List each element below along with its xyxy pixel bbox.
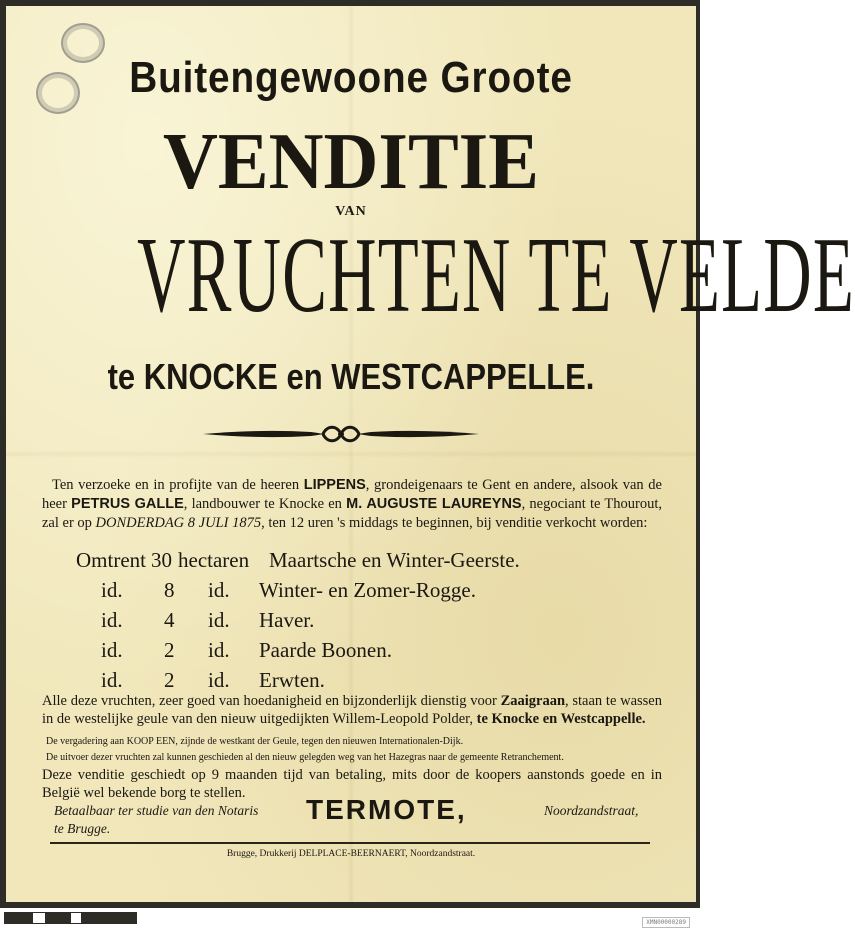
list-item: id. 2 id. Paarde Boonen. [101, 638, 392, 662]
poster-headline: Buitengewoone Groote [129, 53, 573, 102]
printer-credit: Brugge, Drukkerij DELPLACE-BEERNAERT, Noordzandstraat. [226, 849, 476, 859]
merchant-name: M. AUGUSTE LAUREYNS [346, 496, 522, 512]
poster-title: VENDITIE [163, 118, 539, 206]
color-scale-bar [46, 912, 70, 924]
color-scale-bar [32, 912, 46, 924]
divider [50, 842, 650, 844]
owner-name: LIPPENS [303, 477, 366, 493]
notary-city: te Brugge. [54, 821, 111, 836]
poster-sheet [6, 6, 855, 902]
list-item: id. 8 id. Winter- en Zomer-Rogge. [101, 578, 476, 602]
color-scale-bar [4, 912, 32, 924]
poster-subject: VRUCHTEN TE VELDE [137, 216, 855, 335]
poster-conjunction: VAN [335, 204, 367, 219]
list-item: id. 2 id. Erwten. [101, 668, 325, 692]
list-item: Omtrent 30 hectaren Maartsche en Winter-Geerste. [76, 548, 520, 572]
poster-location: te KNOCKE en WESTCAPPELLE. [107, 356, 595, 397]
payment-terms: Deze venditie geschiedt op 9 maanden tijd van betaling, mits door de koopers aanstonds goede en in België wel bekende borg te stellen. [42, 767, 662, 801]
sale-place: te Knocke en Westcappelle. [476, 711, 646, 727]
payable-line: Betaalbaar ter studie van den Notaris Noordzandstraat, te Brugge. [54, 802, 654, 838]
meeting-note: De vergadering aan KOOP EEN, zijnde de westkant der Geule, tegen den nieuwen Internationalen-Dijk. [46, 736, 464, 747]
intro-paragraph: Ten verzoeke en in profijte van de heeren LIPPENS, grondeigenaars te Gent en andere, alsook van de heer PETRUS GALLE, landbouwer te Knocke en M. AUGUSTE LAUREYNS, negociant te Thourout, zal er op DONDERDAG 8 JULI 1875, ten 12 uren 's middags te beginnen, bij venditie verkocht worden: [42, 477, 663, 531]
crop-description: Alle deze vruchten, zeer goed van hoedanigheid en bijzonderlijk dienstig voor Zaaigraan, staan te wassen in de westelijke geule van den nieuw uitgedijkten Willem-Leopold Polder, te Knocke en Westcappelle. [42, 693, 662, 727]
archive-reference: XMN00000289 [642, 917, 690, 928]
notary-name: TERMOTE, [306, 794, 467, 825]
sale-date: DONDERDAG 8 JULI 1875 [95, 515, 262, 531]
notary-address: Noordzandstraat, [544, 803, 639, 818]
color-scale-bar [70, 912, 82, 924]
transport-note: De uitvoer dezer vruchten zal kunnen geschieden al den nieuw gelegden weg van het Hazegras naar de gemeente Retranchement. [46, 752, 564, 763]
ornament-divider-icon [201, 422, 481, 446]
farmer-name: PETRUS GALLE [71, 496, 184, 512]
color-scale-bar [82, 912, 137, 924]
list-item: id. 4 id. Haver. [101, 608, 315, 632]
